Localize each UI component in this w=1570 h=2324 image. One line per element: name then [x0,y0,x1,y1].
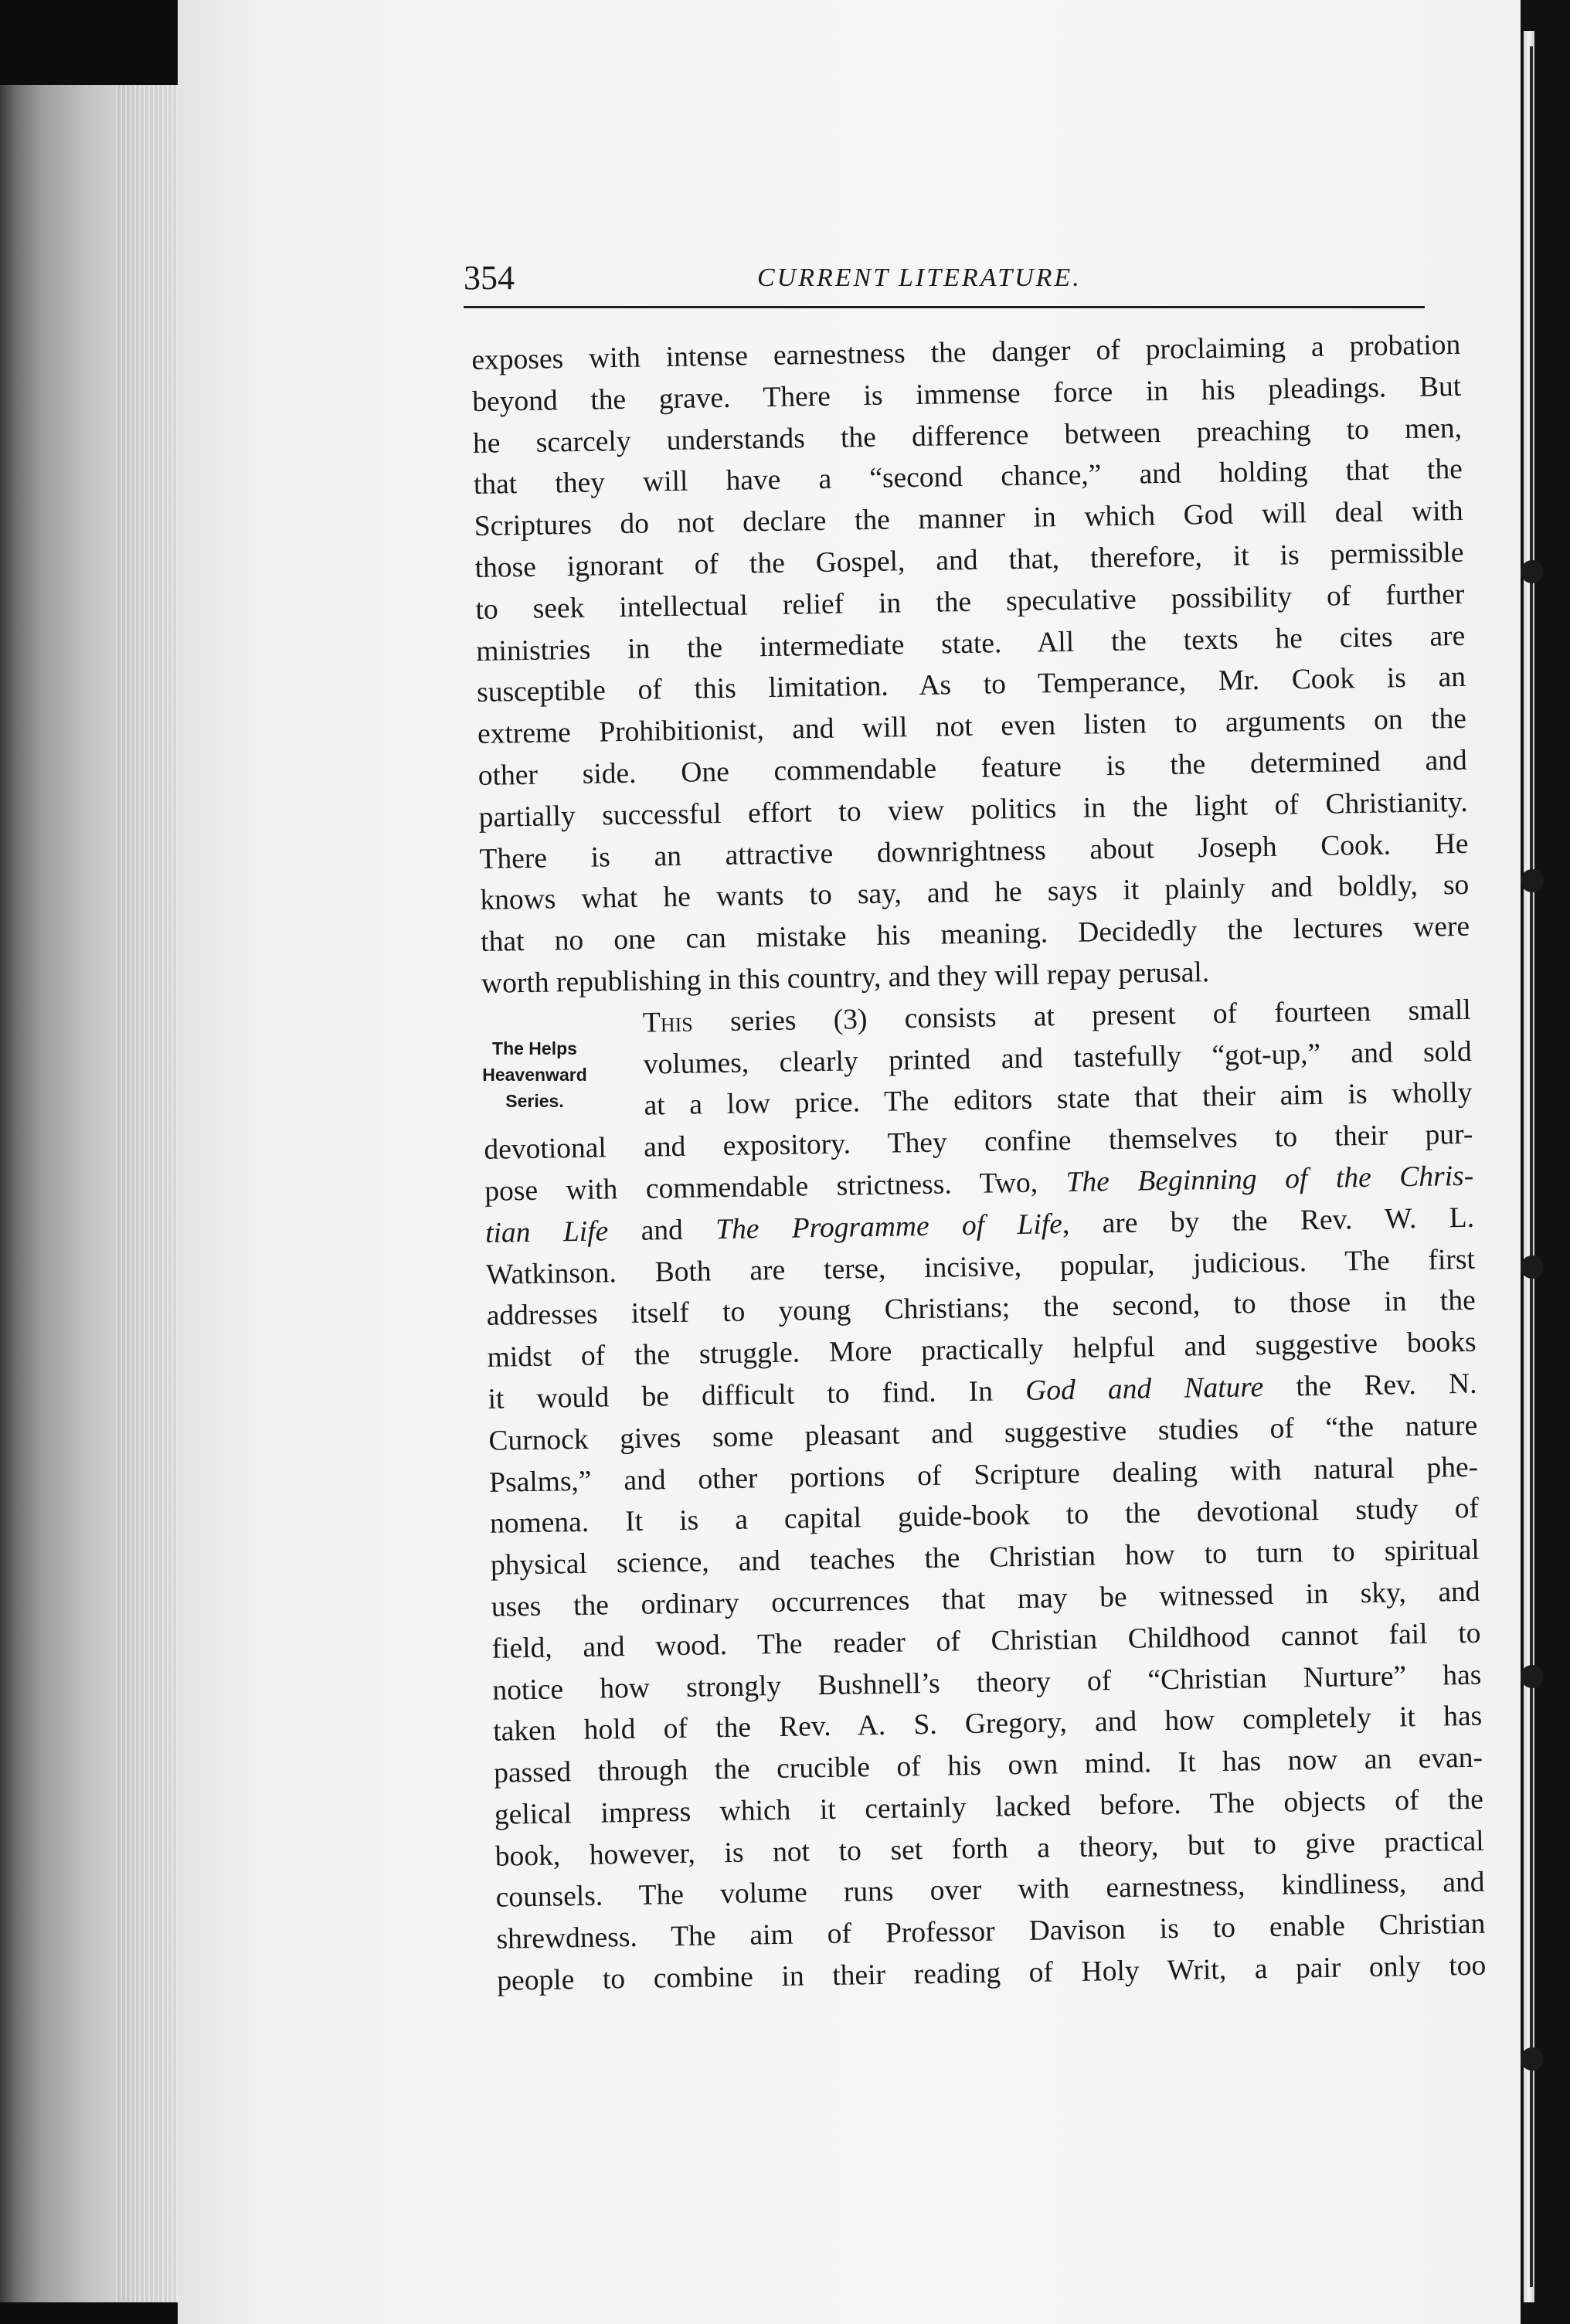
binding-clip [1521,1665,1544,1688]
right-binding-line [1530,46,1533,2287]
binding-clip [1521,869,1544,892]
initial-word: This [642,1006,694,1039]
text-line: volumes, clearly printed and tastefully “got-up,” and sold [643,1035,1472,1081]
text-line: gelical impress which it certainly lacked before. The objects of the [494,1783,1484,1831]
text-line: counsels. The volume runs over with earnestness, kindliness, and [495,1867,1485,1915]
text-line: worth republishing in this country, and they will repay perusal. [481,956,1210,1000]
text-line: extreme Prohibitionist, and will not even listen to arguments on the [477,703,1467,751]
text-line: This series (3) consists at present of fourteen small [642,994,1472,1039]
binding-clip [1521,1255,1544,1279]
book-title: The Beginning of the Chris- [1065,1160,1474,1198]
text-line: it would be difficult to find. In God and Nature the Rev. N. [488,1368,1477,1415]
text-line: addresses itself to young Christians; the second, to those in the [486,1285,1477,1333]
text-line: ministries in the intermediate state. All the texts he cites are [476,620,1466,668]
paragraph-helps-heavenward [482,990,1487,2003]
side-note-line: Heavenward [482,1065,587,1085]
text-line: people to combine in their reading of Holy Writ, a pair only too [497,1949,1487,1997]
text-line: devotional and expository. They confine themselves to their pur- [484,1118,1473,1167]
running-title: CURRENT LITERATURE. [757,263,1082,292]
body-text [471,324,1487,2003]
text-line: knows what he wants to say, and he says it plainly and boldly, so [480,869,1470,917]
text-line: notice how strongly Bushnell’s theory of “Christian Nurture” has [492,1659,1482,1707]
text-line: that no one can mistake his meaning. Decidedly the lectures were [480,910,1470,959]
text-line: that they will have a “second chance,” and holding that the [473,454,1463,501]
text-line: Watkinson. Both are terse, incisive, popular, judicious. The first [485,1243,1476,1291]
header-rule [464,306,1425,308]
text-line: at a low price. The editors state that their aim is wholly [644,1077,1473,1122]
text-line: taken hold of the Rev. A. S. Gregory, and how completely it has [492,1700,1483,1748]
text-line: Scriptures do not declare the manner in which God will deal with [474,495,1463,543]
text-line: shrewdness. The aim of Professor Davison is to enable Christian [496,1908,1486,1956]
side-note-line: Series. [505,1091,564,1111]
text-line: exposes with intense earnestness the danger of proclaiming a probation [471,328,1461,376]
text-line: Curnock gives some pleasant and suggestive studies of “the nature [488,1409,1478,1457]
binding-clip [1521,2047,1544,2071]
text-line: pose with commendable strictness. Two, The Beginning of the Chris- [484,1160,1474,1208]
text-line: to seek intellectual relief in the speculative possibility of further [475,578,1465,626]
text-line: tian Life and The Programme of Life, are by the Rev. W. L. [484,1201,1475,1249]
text-line: partially successful effort to view politics in the light of Christianity. [478,786,1468,834]
paragraph-continued [471,324,1470,1005]
text-line: There is an attractive downrightness about Joseph Cook. He [479,827,1469,875]
text-line: those ignorant of the Gospel, and that, therefore, it is permissible [474,536,1464,584]
text-line: Psalms,” and other portions of Scripture dealing with natural phe- [488,1451,1479,1499]
text-line: other side. One commendable feature is the determined and [477,744,1468,792]
text-line: field, and wood. The reader of Christian Childhood cannot fail to [491,1617,1481,1665]
text-line: beyond the grave. There is immense force in his pleadings. But [471,370,1462,418]
text-line: susceptible of this limitation. As to Temperance, Mr. Cook is an [476,661,1466,709]
book-title: The Programme of Life [715,1208,1063,1245]
book-title: God and Nature [1025,1371,1264,1407]
side-note-line: The Helps [492,1038,577,1058]
text-line: midst of the struggle. More practically helpful and suggestive books [487,1326,1477,1374]
text-line: he scarcely understands the difference between preaching to men, [472,412,1463,460]
side-note [457,1035,612,1114]
text-line: nomena. It is a capital guide-book to the devotional study of [489,1493,1480,1541]
book-title: tian Life [484,1215,609,1249]
text-line: passed through the crucible of his own mind. It has now an evan- [493,1741,1483,1789]
text-line: physical science, and teaches the Christian how to turn to spiritual [490,1534,1480,1582]
binding-clip [1521,560,1544,583]
text-line: book, however, is not to set forth a theory, but to give practical [494,1825,1485,1873]
page-header [464,255,1422,309]
page-number: 354 [464,259,515,297]
text-line: uses the ordinary occurrences that may be witnessed in sky, and [491,1575,1480,1623]
